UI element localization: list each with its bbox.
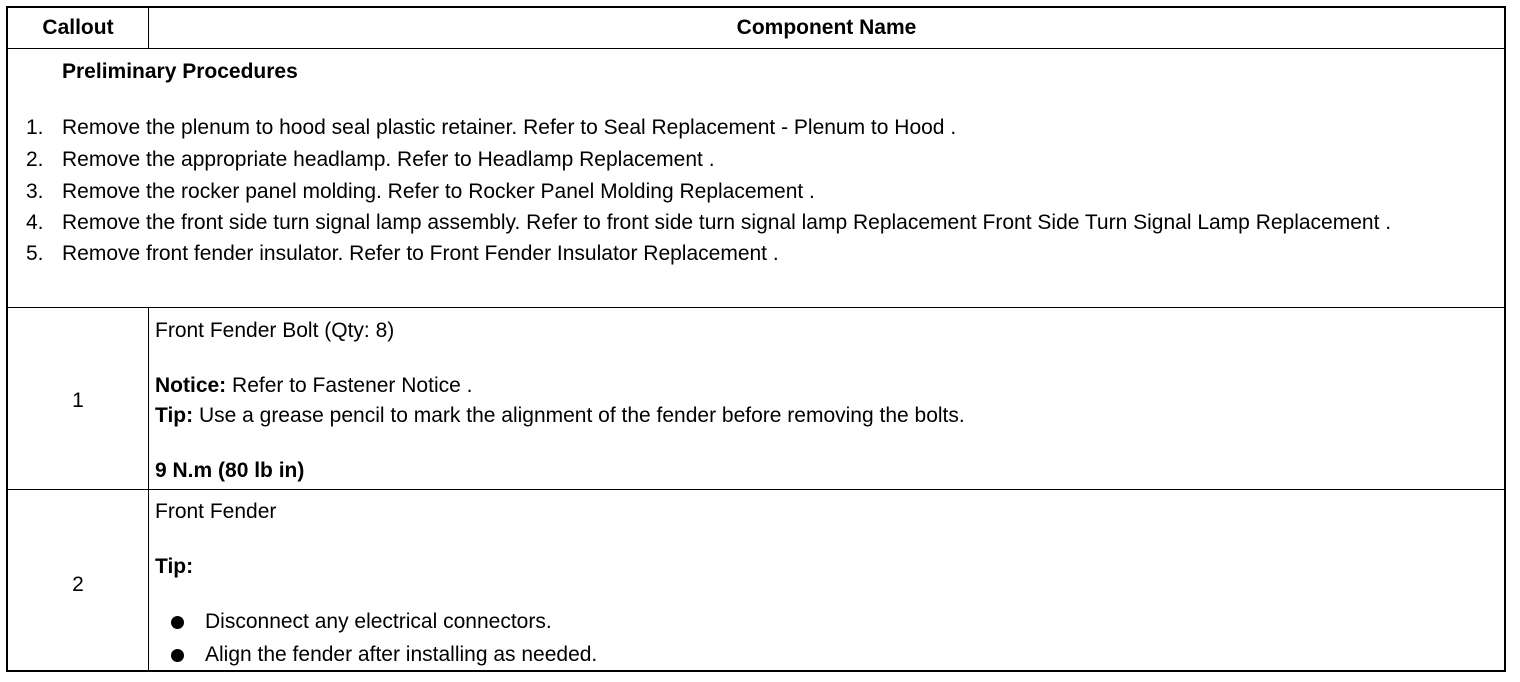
component-name: Front Fender [155,500,277,523]
header-divider [148,8,149,48]
step-text: Remove the appropriate headlamp. Refer to Headlamp Replacement . [62,148,715,171]
preliminary-steps [8,112,1498,270]
procedure-table [6,6,1506,672]
bullet-icon [171,649,184,662]
bullet-icon [171,616,184,629]
list-item [8,238,1498,270]
step-text: Remove front fender insulator. Refer to Front Fender Insulator Replacement . [62,242,779,265]
list-item [8,176,1498,208]
list-item: Align the fender after installing as needed. [205,643,598,666]
row-divider [8,48,1504,49]
tip-label: Tip: [155,404,194,427]
component-name: Front Fender Bolt (Qty: 8) [155,319,395,342]
notice-line [155,374,472,398]
tip-text: Use a grease pencil to mark the alignment of the fender before removing the bolts. [193,404,965,427]
step-text: Remove the rocker panel molding. Refer to Rocker Panel Molding Replacement . [62,180,815,203]
component-cell [155,500,1498,670]
component-cell [155,319,1498,489]
notice-label: Notice: [155,374,227,397]
torque-spec: 9 N.m (80 lb in) [155,459,305,482]
callout-number: 2 [72,573,84,596]
header-component-name: Component Name [736,16,917,39]
step-number: 4. [26,211,44,234]
row-divider [8,307,1504,308]
step-number: 5. [26,242,44,265]
header-callout: Callout [42,16,114,39]
list-item [8,208,1498,238]
list-item: Disconnect any electrical connectors. [205,610,552,633]
list-item [8,144,1498,176]
tip-line [155,404,965,428]
row-divider [8,489,1504,490]
step-number: 3. [26,180,44,203]
step-number: 2. [26,148,44,171]
callout-number: 1 [72,389,84,412]
preliminary-title: Preliminary Procedures [62,60,298,83]
step-text: Remove the plenum to hood seal plastic retainer. Refer to Seal Replacement - Plenum to Hood . [62,116,957,139]
step-number: 1. [26,116,44,139]
step-text: Remove the front side turn signal lamp assembly. Refer to front side turn signal lamp Replacement Front Side Turn Signal Lamp Replacement . [62,211,1392,234]
notice-text: Refer to Fastener Notice . [226,374,473,397]
tip-line: Tip: [155,555,194,578]
list-item [8,112,1498,144]
